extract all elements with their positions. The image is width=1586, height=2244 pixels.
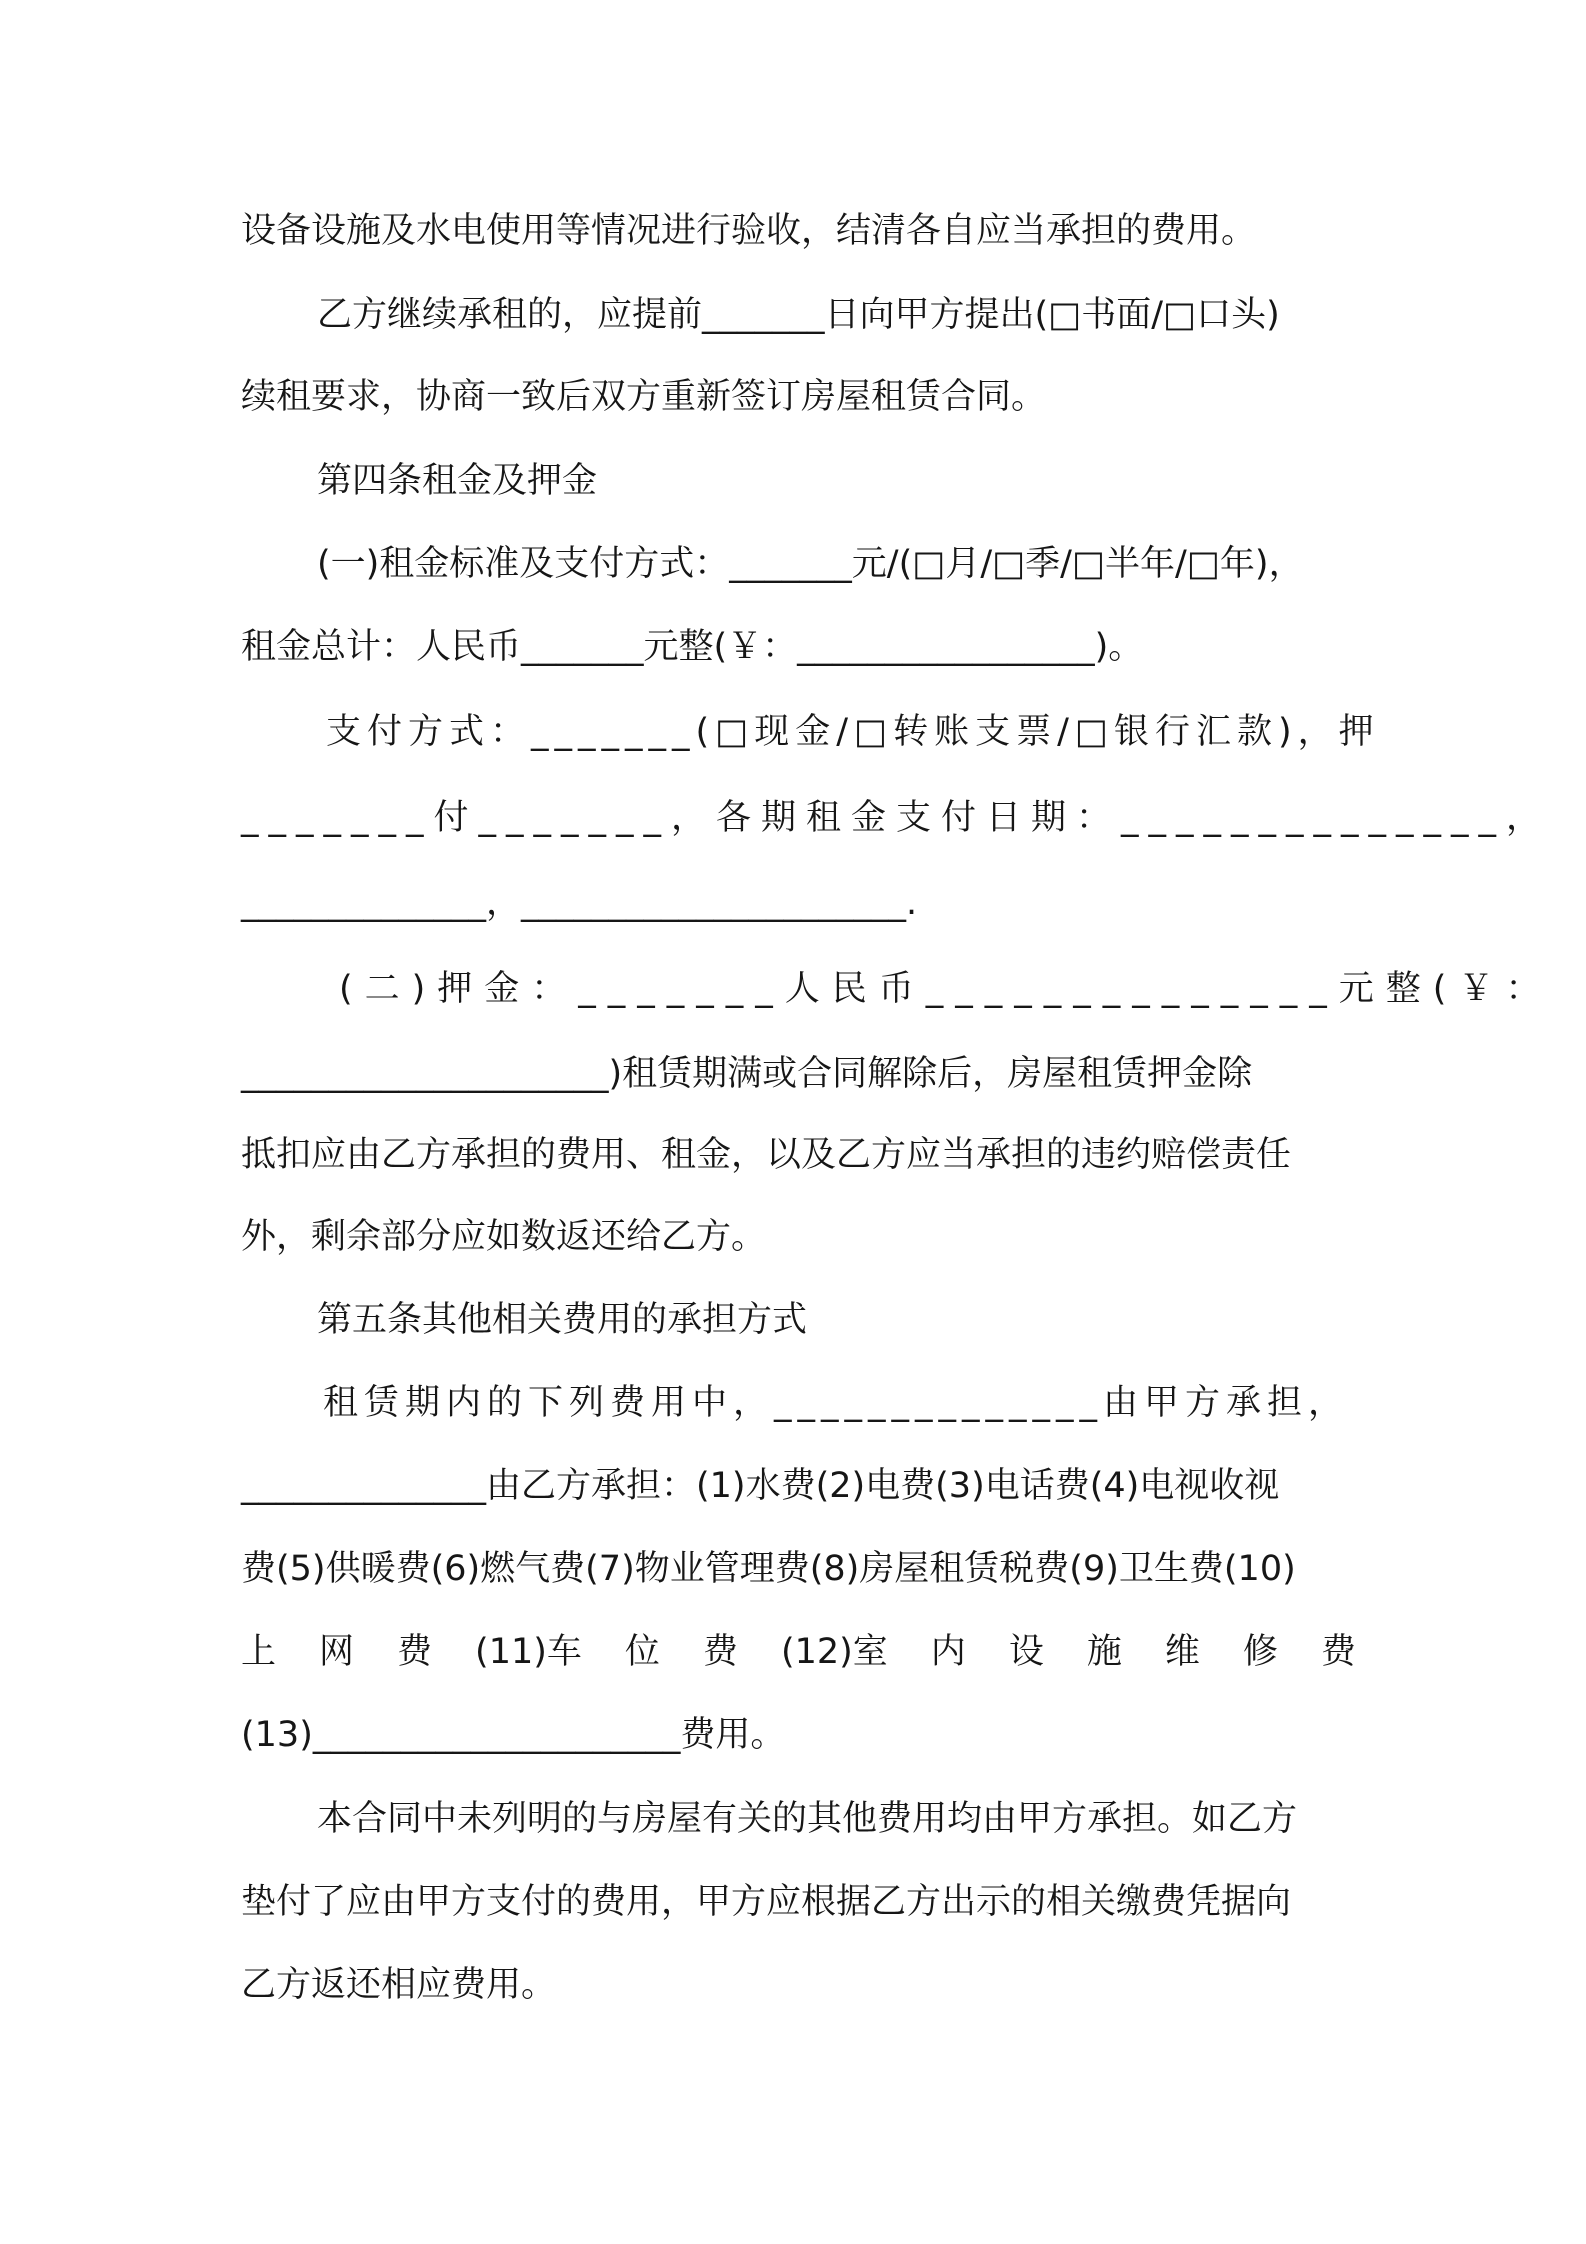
word: 内 <box>930 1632 966 1672</box>
text-line: 本合同中未列明的与房屋有关的其他费用均由甲方承担。如乙方 <box>317 1799 1298 1839</box>
text-line: ______________，______________________. <box>241 883 918 923</box>
word: 设 <box>1008 1632 1044 1672</box>
text-line: ______________由乙方承担：(1)水费(2)电费(3)电话费(4)电视收视 <box>241 1466 1280 1506</box>
word: 费 <box>397 1632 433 1672</box>
word: 费 <box>1320 1632 1356 1672</box>
word: 修 <box>1242 1632 1278 1672</box>
text-line: 外，剩余部分应如数返还给乙方。 <box>241 1217 767 1257</box>
text-line: 抵扣应由乙方承担的费用、租金，以及乙方应当承担的违约赔偿责任 <box>241 1135 1292 1175</box>
text-line: 乙方继续承租的，应提前_______日向甲方提出(□书面/□口头) <box>317 295 1280 335</box>
word: 上 <box>241 1632 277 1672</box>
text-line: _____________________)租赁期满或合同解除后，房屋租赁押金除 <box>241 1054 1253 1094</box>
text-line: 续租要求，协商一致后双方重新签订房屋租赁合同。 <box>241 377 1047 417</box>
word: 维 <box>1164 1632 1200 1672</box>
text-line: (一)租金标准及支付方式：_______元/(□月/□季/□半年/□年)， <box>317 544 1304 584</box>
article-heading: 第五条其他相关费用的承担方式 <box>317 1300 808 1340</box>
word: (12)室 <box>780 1632 888 1672</box>
text-line: 租金总计：人民币_______元整(￥：_________________)。 <box>241 627 1144 667</box>
text-line: (13)_____________________费用。 <box>241 1715 786 1755</box>
text-line: (二)押金：_______人民币______________元整(￥： <box>339 969 1553 1009</box>
article-heading: 第四条租金及押金 <box>317 461 598 501</box>
word: 位 <box>624 1632 660 1672</box>
word: 费 <box>702 1632 738 1672</box>
text-line: _______付_______，各期租金支付日期：______________， <box>241 798 1552 838</box>
text-line: 乙方返还相应费用。 <box>241 1965 557 2005</box>
word: (11)车 <box>475 1632 582 1672</box>
text-line: 垫付了应由甲方支付的费用，甲方应根据乙方出示的相关缴费凭据向 <box>241 1882 1292 1922</box>
text-line: 支付方式：_______(□现金/□转账支票/□银行汇款)，押 <box>326 712 1380 752</box>
word: 网 <box>319 1632 355 1672</box>
text-line: 设备设施及水电使用等情况进行验收，结清各自应当承担的费用。 <box>241 211 1257 251</box>
text-line: 费(5)供暖费(6)燃气费(7)物业管理费(8)房屋租赁税费(9)卫生费(10) <box>241 1549 1296 1589</box>
text-line-justified <box>241 1622 1356 1682</box>
text-line: 租赁期内的下列费用中，______________由甲方承担， <box>323 1383 1350 1423</box>
word: 施 <box>1086 1632 1122 1672</box>
